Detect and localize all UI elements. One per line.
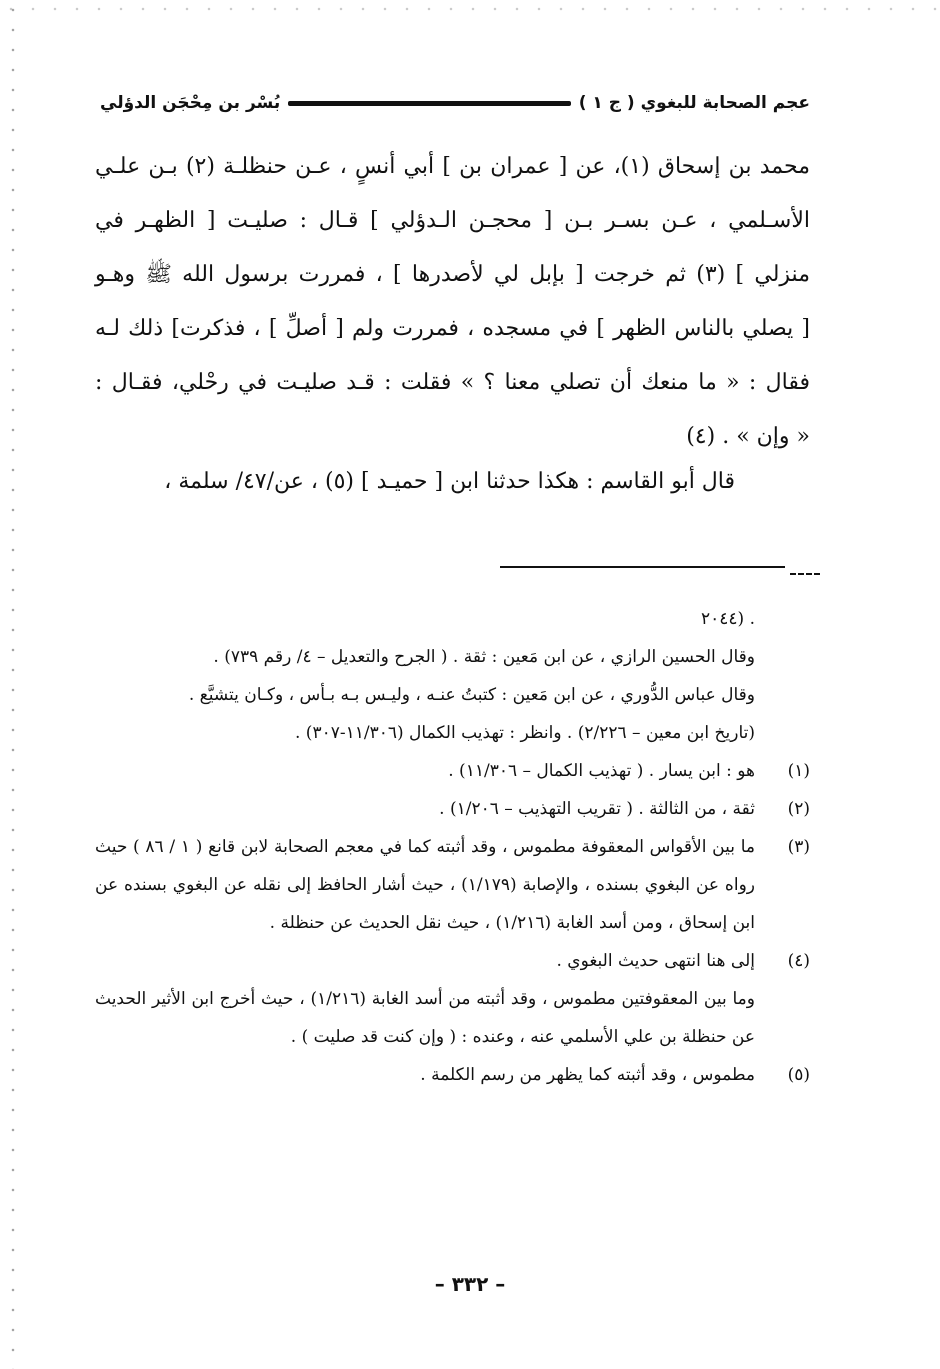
running-header <box>100 88 810 118</box>
footnote-4 <box>95 942 810 980</box>
footnotes <box>95 600 810 1094</box>
main-line-4: [ يصلي بالناس الظهر ] في مسجده ، فمررت ولم [ أصلِّ ] ، فذكرت] ذلك لـه <box>95 316 810 341</box>
footnote-continuation: وقال الحسين الرازي ، عن ابن مَعين : ثقة . ( الجرح والتعديل – ٤/ رقم ٧٣٩) . <box>213 647 755 667</box>
header-rule <box>288 101 571 106</box>
footnote-text: ثقة ، من الثالثة . ( تقريب التهذيب – ١/٢٠٦) . <box>439 799 755 819</box>
footnote-text: ما بين الأقواس المعقوفة مطموس ، وقد أثبته كما في معجم الصحابة لابن قانع ( ١ / ٨٦ ) حيث رواه عن البغوي بسنده ، والإصابة (١/١٧٩) ، حيث أشار الحافظ إلى نقله عن البغوي بسنده عن ابن إسحاق ، ومن أسد الغابة (١/٢١٦) ، حيث نقل الحديث عن حنظلة . <box>95 837 755 933</box>
footnote-4-continuation: وما بين المعقوفتين مطموس ، وقد أثبته من أسد الغابة (١/٢١٦) ، حيث أخرج ابن الأثير الحديث عن حنظلة بن علي الأسلمي عنه ، وعنده : ( وإن كنت قد صليت ) . <box>95 989 755 1047</box>
main-text <box>95 140 810 464</box>
main-line-1: محمد بن إسحاق (١)، عن [ عمران بن ] أبي أنسٍ ، عـن حنظلـة (٢) بـن علـي <box>95 154 810 179</box>
header-entry-name: بُسْر بن مِحْجَن الدؤلي <box>100 93 281 113</box>
footnote-text: إلى هنا انتهى حديث البغوي . <box>556 951 755 971</box>
footnote-3 <box>95 828 810 942</box>
footnote-continuation: . (٢٠٤٤ <box>701 609 755 629</box>
footnote-number: (٤) <box>787 951 810 971</box>
footnote-number: (٣) <box>787 837 810 857</box>
scan-edge-dots <box>8 0 18 1369</box>
footnote-number: (١) <box>787 761 810 781</box>
header-book-title: عجم الصحابة للبغوي ( ج ١ ) <box>578 93 810 113</box>
scan-top-dots <box>0 4 940 14</box>
footnote-text: هو : ابن يسار . ( تهذيب الكمال – ١١/٣٠٦) . <box>448 761 755 781</box>
main-line-5: فقال : « ما منعك أن تصلي معنا ؟ » فقلت : قـد صليـت في رحْلي، فقـال : <box>95 370 810 395</box>
main-line-6: « وإن » . (٤) <box>686 424 810 449</box>
footnote-number: (٥) <box>787 1065 810 1085</box>
footnote-continuation: (تاريخ ابن معين – ٢/٢٢٦) . وانظر : تهذيب الكمال (١١/٣٠٦-٣٠٧) . <box>295 723 755 743</box>
footnote-number: (٢) <box>787 799 810 819</box>
main-line-2: الأسـلمي ، عـن بسـر بـن [ محجـن الـدؤلي ] قـال : صليـت [ الظهـر في <box>95 208 810 233</box>
footnote-continuation: وقال عباس الدُّوري ، عن ابن مَعين : كتبتُ عنـه ، وليـس بـه بـأس ، وكـان يتشيَّع . <box>188 685 755 705</box>
footnote-divider-dash <box>790 573 820 577</box>
footnote-2 <box>95 790 810 828</box>
footnote-divider <box>500 566 785 568</box>
page-number: – ٣٣٢ – <box>434 1272 506 1296</box>
footnote-5 <box>95 1056 810 1094</box>
footnote-1 <box>95 752 810 790</box>
main-line-3: منزلي ] (٣) ثم خرجت [ بإبل لي لأصدرها ] ، فمررت برسول الله ﷺ وهـو <box>95 262 810 287</box>
footnote-text: مطموس ، وقد أثبته كما يظهر من رسم الكلمة . <box>420 1065 755 1085</box>
commentary-line: قال أبو القاسم : هكذا حدثنا ابن [ حميـد ] (٥) ، عن/٤٧/ سلمة ، <box>164 469 735 494</box>
